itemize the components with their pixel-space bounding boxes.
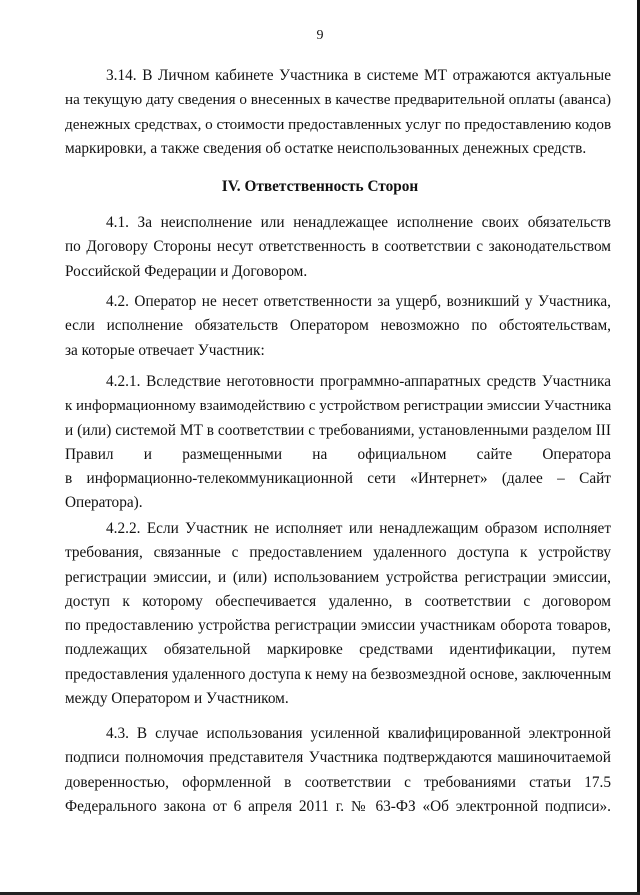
text-line: доступ к которому обеспечивается удаленно, в соответствии с договором [65, 592, 611, 610]
paragraph-4-2-1 [65, 370, 611, 516]
text-line: в информационно-телекоммуникационной сети «Интернет» (далее – Сайт [65, 470, 611, 488]
text-line: по Договору Стороны несут ответственность в соответствии с законодательством [65, 238, 611, 256]
text-line: регистрации эмиссии, и (или) использованием устройства регистрации эмиссии, [65, 568, 611, 586]
text-line: по предоставлению устройства регистрации эмиссии участникам оборота товаров, [65, 617, 611, 635]
page-number: 9 [316, 28, 324, 43]
text-line: на текущую дату сведения о внесенных в качестве предварительной оплаты (аванса) [65, 92, 611, 109]
text-line: 4.2.1. Вследствие неготовности программно-аппаратных средств Участника [106, 373, 611, 390]
text-line: за которые отвечает Участник: [65, 341, 265, 359]
text-line: денежных средствах, о стоимости предоставленных услуг по предоставлению кодов [65, 115, 612, 133]
text-line: доверенностью, оформленной в соответствии с требованиями статьи 17.5 [65, 773, 611, 791]
text-line: если исполнение обязательств Оператором невозможно по обстоятельствам, [65, 317, 611, 335]
text-line: Российской Федерации и Договором. [65, 262, 308, 280]
paragraph-4-2 [65, 290, 611, 363]
text-line: Правил и размещенными на официальном сайте Оператора [65, 445, 611, 463]
text-line: Федерального закона от 6 апреля 2011 г. № 63-ФЗ «Об электронной подписи». [65, 797, 611, 815]
paragraph-4-1 [65, 211, 611, 284]
text-line: к информационному взаимодействию с устройством регистрации эмиссии Участника [65, 398, 612, 415]
text-line: подписи полномочия представителя Участника подтверждаются машиночитаемой [65, 749, 611, 767]
text-line: маркировки, а также сведения об остатке неиспользованных денежных средств. [65, 139, 587, 157]
text-line: и (или) системой МТ в соответствии с требованиями, установленными разделом III [65, 421, 611, 439]
text-line: 4.1. За неисполнение или ненадлежащее исполнение своих обязательств [106, 214, 611, 231]
text-line: между Оператором и Участником. [65, 690, 289, 708]
text-line: предоставления удаленного доступа к нему на безвозмездной основе, заключенным [65, 665, 612, 683]
paragraph-3-14 [65, 64, 611, 161]
text-line: 4.2.2. Если Участник не исполняет или ненадлежащим образом исполняет [106, 520, 611, 537]
section-heading: IV. Ответственность Сторон [221, 178, 419, 195]
text-line: 4.3. В случае использования усиленной квалифицированной электронной [106, 725, 611, 742]
text-line: подлежащих обязательной маркировке средствами идентификации, путем [65, 641, 611, 659]
paragraph-4-3 [65, 722, 611, 819]
text-line: требования, связанные с предоставлением удаленного доступа к устройству [65, 544, 611, 562]
text-line: 3.14. В Личном кабинете Участника в системе МТ отражаются актуальные [106, 67, 611, 84]
text-line: 4.2. Оператор не несет ответственности за ущерб, возникший у Участника, [106, 293, 611, 310]
text-line: Оператора). [65, 494, 143, 512]
paragraph-4-2-2 [65, 517, 611, 711]
